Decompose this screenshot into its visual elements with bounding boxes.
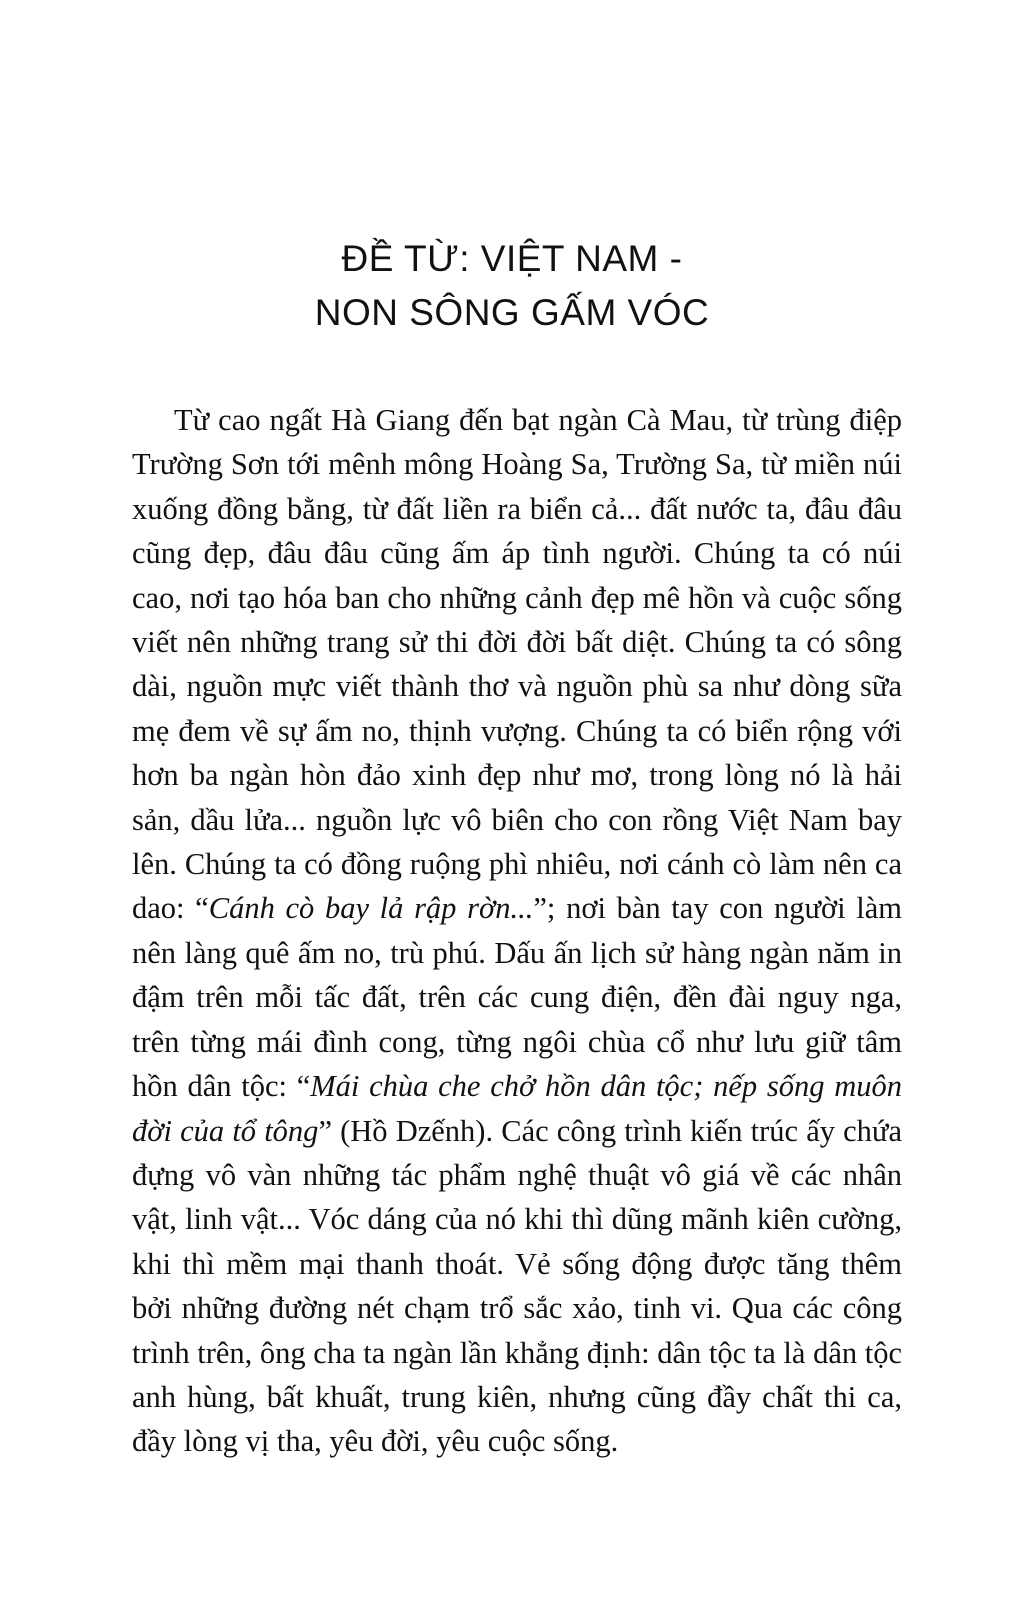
quote-ca-dao: Cánh cò bay lả rập rờn... [208, 891, 534, 926]
quote-ho-dzenh: Mái chùa che chở hồn dân tộc; nếp sống muôn đời của tổ tông [132, 1069, 902, 1148]
title-line-1: ĐỀ TỪ: VIỆT NAM - [341, 238, 683, 279]
paragraph-segment-3: ” (Hồ Dzếnh). Các công trình kiến trúc ấy chứa đựng vô vàn những tác phẩm nghệ thuật vô giá về các nhân vật, linh vật... Vóc dáng của nó khi thì dũng mãnh kiên cường, khi thì mềm mại thanh thoát. Vẻ sống động được tăng thêm bởi những đường nét chạm trổ sắc xảo, tinh vi. Qua các công trình trên, ông cha ta ngàn lần khẳng định: dân tộc ta là dân tộc anh hùng, bất khuất, trung kiên, nhưng cũng đầy chất thi ca, đầy lòng vị tha, yêu đời, yêu cuộc sống. [132, 1113, 902, 1459]
paragraph-segment-1: Từ cao ngất Hà Giang đến bạt ngàn Cà Mau, từ trùng điệp Trường Sơn tới mênh mông Hoàng Sa, Trường Sa, từ miền núi xuống đồng bằng, từ đất liền ra biển cả... đất nước ta, đâu đâu cũng đẹp, đâu đâu cũng ấm áp tình người. Chúng ta có núi cao, nơi tạo hóa ban cho những cảnh đẹp mê hồn và cuộc sống viết nên những trang sử thi đời đời bất diệt. Chúng ta có sông dài, nguồn mực viết thành thơ và nguồn phù sa như dòng sữa mẹ đem về sự ấm no, thịnh vượng. Chúng ta có biển rộng với hơn ba ngàn hòn đảo xinh đẹp như mơ, trong lòng nó là hải sản, dầu lửa... nguồn lực vô biên cho con rồng Việt Nam bay lên. Chúng ta có đồng ruộng phì nhiêu, nơi cánh cò làm nên ca dao: “ [132, 403, 902, 926]
body-paragraph [132, 398, 902, 1464]
title-line-2: NON SÔNG GẤM VÓC [314, 292, 710, 333]
paragraph-segment-2: ”; nơi bàn tay con người làm nên làng quê ấm no, trù phú. Dấu ấn lịch sử hàng ngàn năm in đậm trên mỗi tấc đất, trên các cung điện, đền đài nguy nga, trên từng mái đình cong, từng ngôi chùa cổ như lưu giữ tâm hồn dân tộc: “ [132, 891, 902, 1104]
